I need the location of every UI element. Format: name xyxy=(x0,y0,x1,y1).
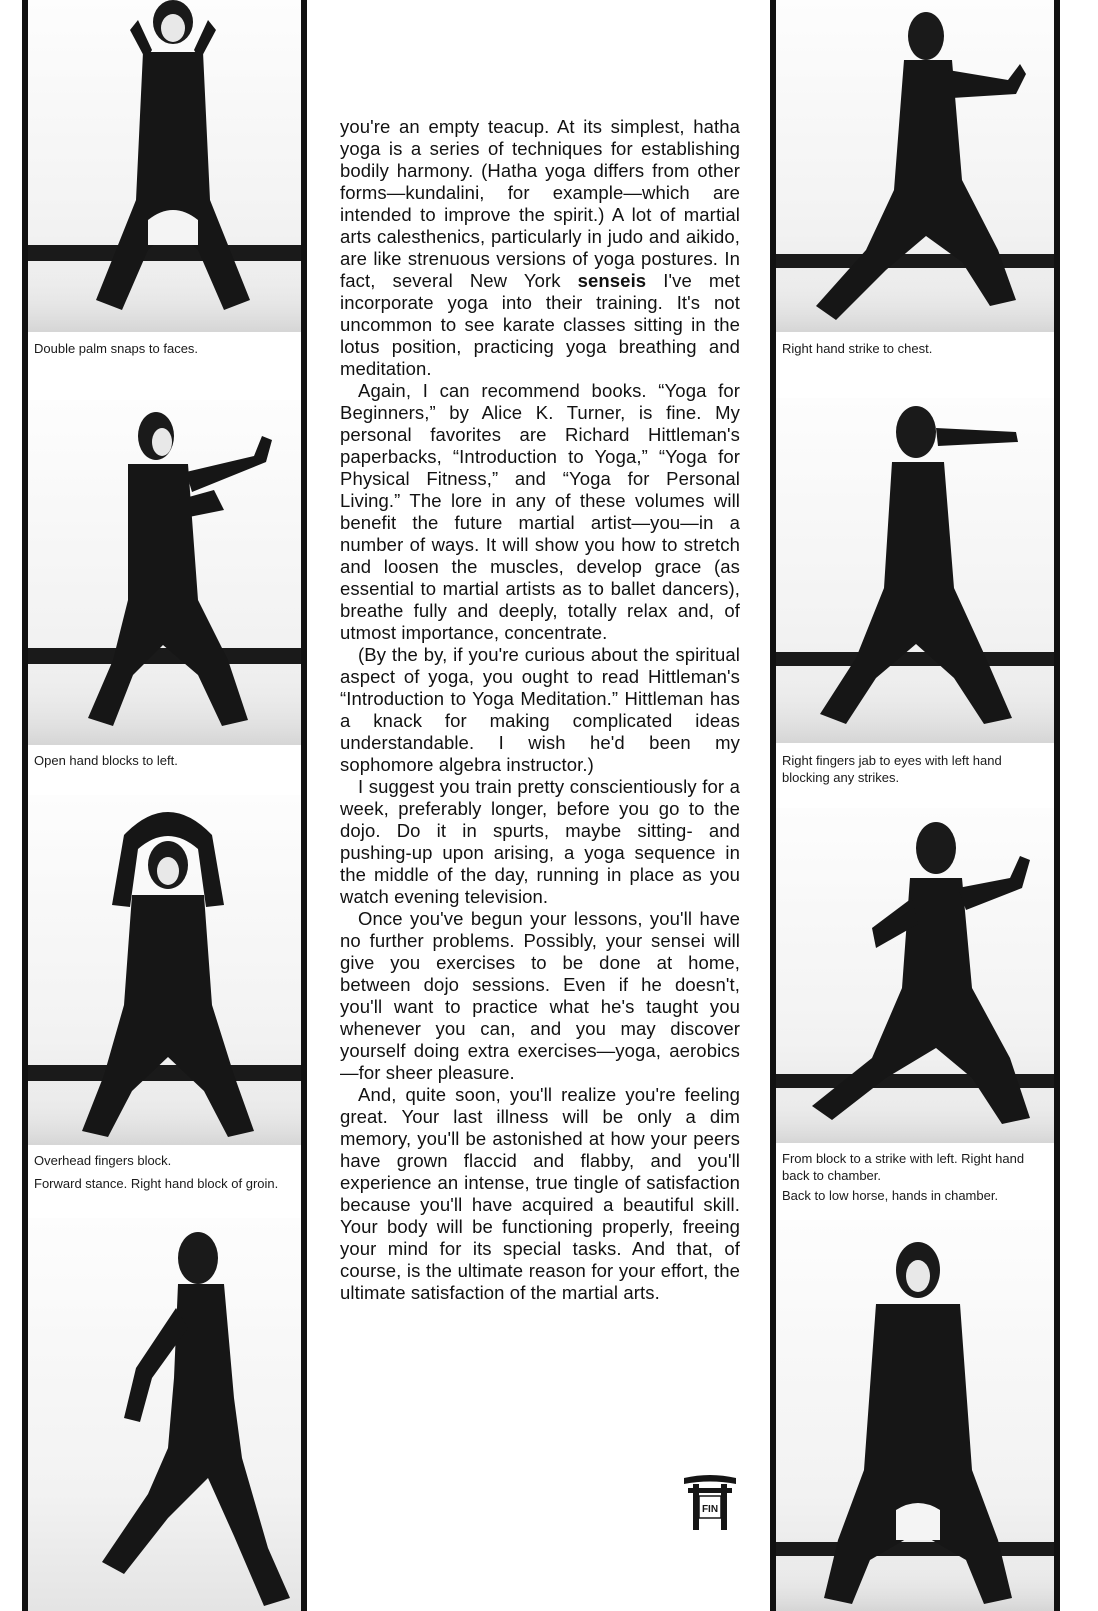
photo-right-hand-strike xyxy=(776,0,1054,332)
caption-line: Forward stance. Right hand block of groin. xyxy=(34,1176,279,1191)
bold-term: senseis xyxy=(577,270,647,291)
photo-overhead-fingers-block xyxy=(28,795,301,1145)
martial-artist-figure-icon xyxy=(28,0,301,332)
caption-line: From block to a strike with left. Right hand back to chamber. xyxy=(782,1151,1025,1183)
caption-right-1 xyxy=(782,340,1048,357)
martial-artist-figure-icon xyxy=(776,1220,1054,1611)
photo-fingers-jab xyxy=(776,398,1054,743)
article-paragraph: (By the by, if you're curious about the spiritual aspect of yoga, you ought to read Hittleman's “Introduction to Yoga Meditation.” Hittleman has a knack for making complicated ideas understandable. I wish he'd been my sophomore algebra instructor.) xyxy=(340,644,740,775)
martial-artist-figure-icon xyxy=(28,795,301,1145)
article-paragraph: Once you've begun your lessons, you'll have no further problems. Possibly, your sensei will give you exercises to be done at home, between dojo sessions. Even if he doesn't, you'll want to practice what he's taught you whenever you can, and you may discover yourself doing extra exercises—yoga, aerobics—for sheer pleasure. xyxy=(340,908,740,1083)
fin-end-mark xyxy=(682,1472,738,1532)
caption-left-3 xyxy=(34,1152,295,1192)
caption-right-2 xyxy=(782,752,1048,786)
martial-artist-figure-icon xyxy=(28,400,301,745)
paragraph-text: I've met incorporate yoga into their training. It's not uncommon to see karate classes sitting in the lotus position, practicing yoga breathing and meditation. xyxy=(340,270,740,379)
caption-line: Right hand strike to chest. xyxy=(782,341,933,356)
caption-right-3 xyxy=(782,1150,1048,1204)
photo-forward-stance-groin-block xyxy=(28,1218,301,1611)
martial-artist-figure-icon xyxy=(776,808,1054,1143)
article-paragraph: Again, I can recommend books. “Yoga for Beginners,” by Alice K. Turner, is fine. My personal favorites are Richard Hittleman's paperbacks, “Introduction to Yoga,” “Yoga for Physical Fitness,” and “Yoga for Personal Living.” The lore in any of these volumes will benefit the future martial artist—you—in a number of ways. It will show you how to stretch and loosen the muscles, develop grace (as essential to martial artists as to ballet dancers), breathe fully and deeply, totally relax and, of utmost importance, concentrate. xyxy=(340,380,740,643)
caption-left-2 xyxy=(34,752,295,769)
article-paragraph: And, quite soon, you'll realize you're feeling great. Your last illness will be only a dim memory, you'll be astonished at how your peers have grown flaccid and flabby, and you'll experience an intense, true tingle of satisfaction because you'll have acquired a beautiful skill. Your body will be functioning properly, freeing your mind for its special tasks. And that, of course, is the ultimate reason for your effort, the ultimate satisfaction of the martial arts. xyxy=(340,1084,740,1303)
fin-text: FIN xyxy=(701,1504,719,1515)
article-paragraph: I suggest you train pretty conscientiously for a week, preferably longer, before you go to the dojo. Do it in spurts, maybe sitting- and pushing-up upon arising, a yoga sequence in the middle of the day, running in place as you watch evening television. xyxy=(340,776,740,907)
caption-line: Double palm snaps to faces. xyxy=(34,341,199,356)
photo-low-horse-chamber xyxy=(776,1220,1054,1611)
caption-line: Overhead fingers block. xyxy=(34,1153,172,1168)
paragraph-text: you're an empty teacup. At its simplest, hatha yoga is a series of techniques for establishing bodily harmony. (Hatha yoga differs from other forms—kundalini, for example—which are intended to improve the spirit.) A lot of martial arts calesthenics, particularly in judo and aikido, are like strenuous versions of yoga postures. In fact, several New York xyxy=(340,116,740,291)
photo-open-hand-block xyxy=(28,400,301,745)
torii-gate-icon xyxy=(682,1472,738,1532)
right-photo-column xyxy=(770,0,1060,1611)
martial-artist-figure-icon xyxy=(28,1218,301,1611)
article-body xyxy=(340,116,740,1304)
martial-artist-figure-icon xyxy=(776,398,1054,743)
caption-line: Back to low horse, hands in chamber. xyxy=(782,1188,999,1203)
left-photo-column xyxy=(22,0,307,1611)
caption-line: Right fingers jab to eyes with left hand blocking any strikes. xyxy=(782,753,1002,785)
caption-left-1 xyxy=(34,340,295,357)
article-paragraph xyxy=(340,116,740,380)
martial-artist-figure-icon xyxy=(776,0,1054,332)
caption-line: Open hand blocks to left. xyxy=(34,753,178,768)
photo-block-to-strike xyxy=(776,808,1054,1143)
photo-double-palm-snaps xyxy=(28,0,301,332)
